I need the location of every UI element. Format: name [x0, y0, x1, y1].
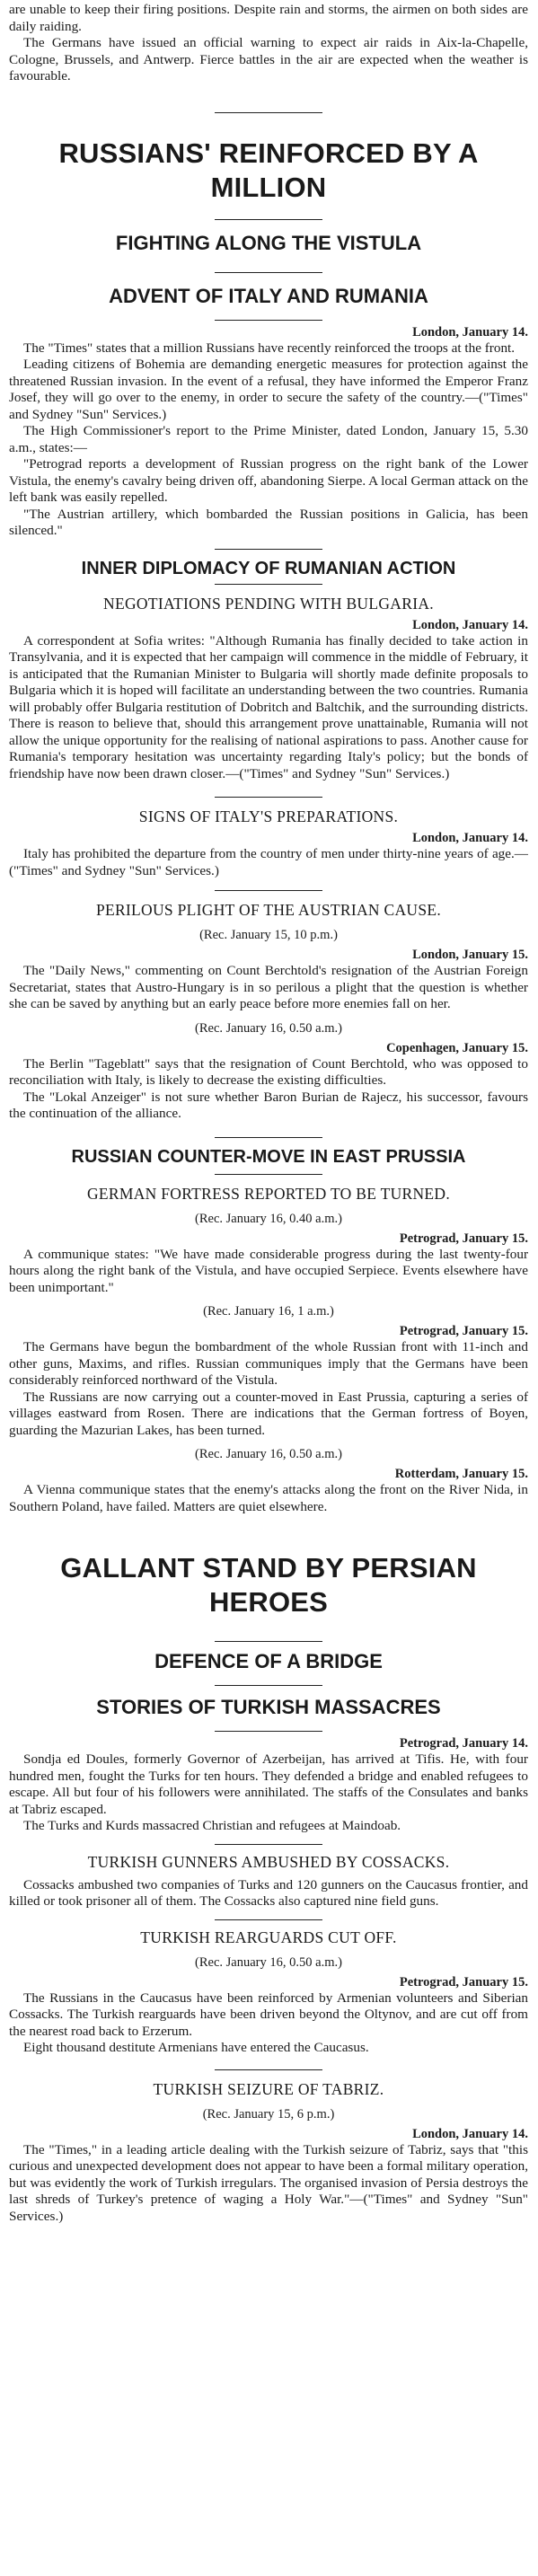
received-time: (Rec. January 15, 10 p.m.): [199, 928, 338, 942]
section-subhead: GERMAN FORTRESS REPORTED TO BE TURNED.: [86, 1184, 451, 1203]
intro-paragraph: are unable to keep their firing positions. Despite rain and storms, the airmen on both sides are daily raiding.: [9, 2, 528, 34]
subheadline: DEFENCE OF A BRIDGE: [154, 1650, 383, 1672]
article-paragraph: The Germans have begun the bombardment of the whole Russian front with 11-inch and other guns, Maxims, and rifles. Russian communiques imply that the Germans have been considerably reinforced northward of the Vistula.: [9, 1339, 528, 1388]
article-paragraph: The Russians in the Caucasus have been reinforced by Armenian volunteers and Siberian Cossacks. The Turkish rearguards have been driven beyond the Oltynov, and are cut off from the nearest road back to Erzerum.: [9, 1989, 528, 2039]
article-paragraph: A Vienna communique states that the enemy's attacks along the front on the River Nida, in Southern Poland, have failed. Matters are quiet elsewhere.: [9, 1482, 528, 1514]
received-time: (Rec. January 16, 0.50 a.m.): [195, 1954, 342, 1970]
dateline: Rotterdam, January 15.: [394, 1467, 528, 1481]
article-paragraph: The "Daily News," commenting on Count Berchtold's resignation of the Austrian Foreign Secretariat, states that Austro-Hungary is in so perilous a plight that the question is whether she can be saved by anything but an early peace before more enemies fall on her.: [9, 963, 528, 1011]
article-paragraph: Sondja ed Doules, formerly Governor of Azerbeijan, has arrived at Tifis. He, with four hundred men, fought the Turks for ten hours. They defended a bridge and enabled refugees to escape. All but four of his followers were annihilated. The staffs of the Consulates and banks at Tabriz escaped.: [9, 1751, 528, 1817]
article-paragraph: The Turks and Kurds massacred Christian and refugees at Maindoab.: [23, 1818, 401, 1833]
article-paragraph: The Berlin "Tageblatt" says that the resignation of Count Berchtold, who was opposed to reconciliation with Italy, is likely to decrease the existing difficulties.: [9, 1055, 528, 1088]
dateline: Petrograd, January 15.: [399, 1324, 528, 1338]
divider: [215, 1731, 322, 1732]
received-time: (Rec. January 16, 0.50 a.m.): [195, 1020, 342, 1036]
received-time: (Rec. January 16, 0.50 a.m.): [195, 1447, 342, 1461]
article-paragraph: The High Commissioner's report to the Prime Minister, dated London, January 15, 5.30 a.m., states:—: [9, 423, 528, 455]
main-headline: GALLANT STAND BY PERSIAN HEROES: [60, 1552, 477, 1618]
section-subhead: TURKISH GUNNERS AMBUSHED BY COSSACKS.: [87, 1852, 450, 1871]
article-paragraph: Eight thousand destitute Armenians have entered the Caucasus.: [23, 2040, 369, 2055]
dateline: Petrograd, January 15.: [399, 1231, 528, 1246]
dateline: Petrograd, January 15.: [399, 1974, 528, 1989]
newspaper-column: [9, 0, 528, 2225]
section-subhead: SIGNS OF ITALY'S PREPARATIONS.: [138, 807, 399, 825]
main-headline: RUSSIANS' REINFORCED BY A MILLION: [58, 137, 479, 203]
dateline: London, January 14.: [412, 617, 528, 632]
dateline: Copenhagen, January 15.: [386, 1040, 528, 1055]
dateline: London, January 14.: [412, 324, 528, 340]
article-paragraph: Italy has prohibited the departure from the country of men under thirty-nine years of age.—("Times" and Sydney "Sun" Services.): [9, 846, 528, 878]
article-paragraph: The "Lokal Anzeiger" is not sure whether Baron Burian de Rajecz, his successor, favours the continuation of the alliance.: [9, 1089, 528, 1121]
section-subhead: TURKISH REARGUARDS CUT OFF.: [140, 1928, 397, 1946]
section-head: RUSSIAN COUNTER-MOVE IN EAST PRUSSIA: [71, 1146, 466, 1167]
received-time: (Rec. January 16, 0.40 a.m.): [195, 1211, 342, 1226]
article-paragraph: The "Times," in a leading article dealing with the Turkish seizure of Tabriz, says that "this curious and unexpected development does not appear to have been a formal military operation, but was evidently the work of Turkish irregulars. The organised invasion of Persia destroys the last shreds of Turkey's pretence of waging a Holy War."—("Times" and Sydney "Sun" Services.): [9, 2141, 528, 2224]
dateline: London, January 14.: [412, 2126, 528, 2141]
subheadline: FIGHTING ALONG THE VISTULA: [115, 231, 422, 254]
dateline: Petrograd, January 14.: [399, 1736, 528, 1751]
section-subhead: NEGOTIATIONS PENDING WITH BULGARIA.: [103, 594, 434, 613]
article-paragraph: Leading citizens of Bohemia are demanding energetic measures for protection against the threatened Russian invasion. In the event of a refusal, they have informed the Emperor Franz Josef, they will go over to the enemy, in order to secure the safety of the country.—("Times" and Sydney "Sun" Services.): [9, 357, 528, 422]
dateline: London, January 14.: [412, 831, 528, 845]
article-paragraph: A correspondent at Sofia writes: "Although Rumania has finally decided to take action in Transylvania, and it is expected that her campaign will commence in the middle of February, it is anticipated that the Rumanian Minister to Bulgaria will shortly made definite proposals to Bulgaria which it is hoped will facilitate an understanding between the two countries. Rumania will probably offer Bulgaria restitution of Dobritch and Baltchik, and the surrounding districts. There is reason to believe that, should this arrangement prove unattainable, Rumania will not allow the unique opportunity for the realising of national aspirations to pass. Another cause for Rumania's temporary hesitation was uncertainty regarding Italy's policy; but the bonds of friendship have now been drawn closer.—("Times" and Sydney "Sun" Services.): [9, 632, 528, 781]
section-head: INNER DIPLOMACY OF RUMANIAN ACTION: [81, 558, 456, 578]
received-time: (Rec. January 16, 1 a.m.): [203, 1304, 334, 1319]
article-paragraph: The "Times" states that a million Russians have recently reinforced the troops at the front.: [23, 340, 516, 356]
article-paragraph: The Russians are now carrying out a counter-moved in East Prussia, capturing a series of villages eastward from Rosen. There are indications that the German fortress of Boyen, guarding the Mazurian Lakes, has been turned.: [9, 1389, 528, 1438]
subheadline: STORIES OF TURKISH MASSACRES: [96, 1696, 441, 1718]
article-paragraph: Cossacks ambushed two companies of Turks and 120 gunners on the Caucasus frontier, and killed or took prisoner all of them. The Cossacks also captured nine field guns.: [9, 1876, 528, 1909]
received-time: (Rec. January 15, 6 p.m.): [202, 2106, 335, 2122]
dateline: London, January 15.: [412, 948, 528, 962]
section-subhead: TURKISH SEIZURE OF TABRIZ.: [153, 2079, 384, 2098]
intro-paragraph: The Germans have issued an official warning to expect air raids in Aix-la-Chapelle, Cologne, Brussels, and Antwerp. Fierce battles in the air are expected when the weather is favourable.: [9, 35, 528, 84]
article-paragraph: "The Austrian artillery, which bombarded the Russian positions in Galicia, has been silenced.": [9, 506, 528, 538]
article-paragraph: "Petrograd reports a development of Russian progress on the right bank of the Lower Vistula, the enemy's cavalry being driven off, abandoning Sierpe. A local German attack on the left bank was easily repelled.: [9, 456, 528, 505]
subheadline: ADVENT OF ITALY AND RUMANIA: [109, 284, 428, 307]
section-subhead: PERILOUS PLIGHT OF THE AUSTRIAN CAUSE.: [95, 901, 442, 919]
article-paragraph: A communique states: "We have made considerable progress during the last twenty-four hours along the right bank of the Vistula, and have occupied Serpiece. Events elsewhere have been unimportant.": [9, 1246, 528, 1295]
divider: [215, 320, 322, 321]
